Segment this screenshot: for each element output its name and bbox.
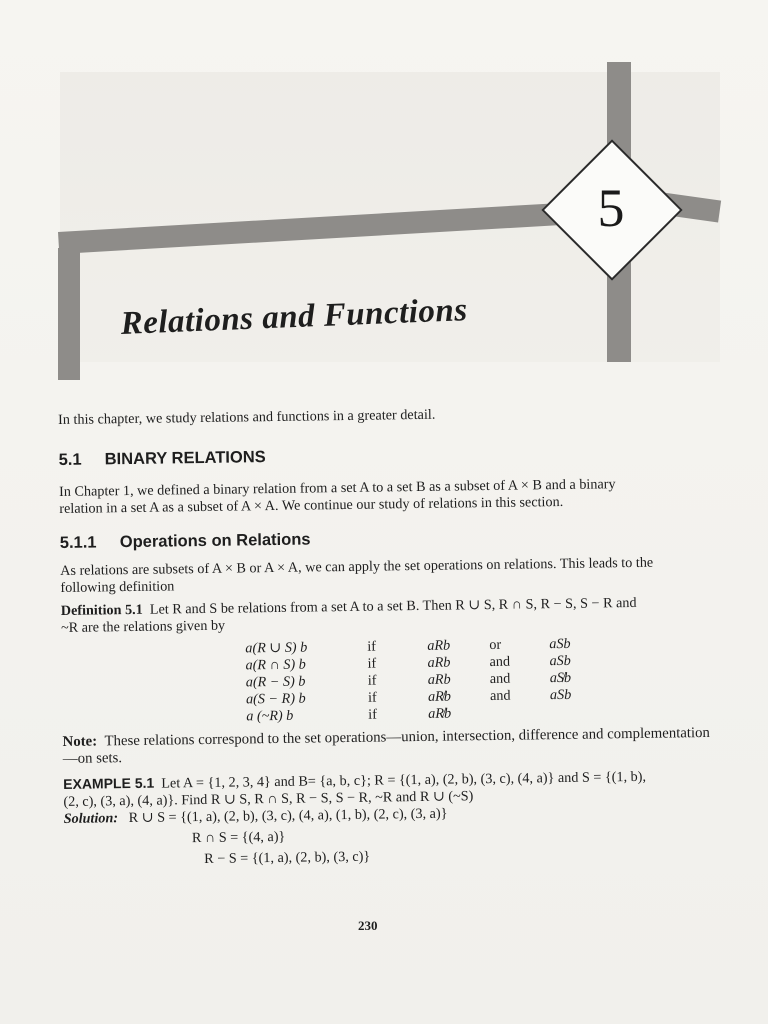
page-body xyxy=(58,403,736,870)
relation-if: if xyxy=(367,689,377,706)
subsection-paragraph-line: following definition xyxy=(60,578,175,596)
relation-lhs: a(R − S) b xyxy=(245,673,306,691)
relation-if: if xyxy=(367,655,377,672)
relation-lhs: a(R ∩ S) b xyxy=(245,656,306,674)
relation-if: if xyxy=(367,638,377,655)
definition-line-2: ~R are the relations given by xyxy=(60,617,226,636)
section-number: 5.1 xyxy=(58,450,82,469)
relation-conj: and xyxy=(489,653,511,670)
solution-intersection: R ∩ S = {(4, a)} xyxy=(191,828,286,847)
section-heading xyxy=(59,442,731,470)
note-paragraph xyxy=(62,725,722,768)
example-line-2: (2, c), (3, a), (4, a)}. Find R ∪ S, R ∩ S, R − S, S − R, ~R and R ∪ (~S) xyxy=(63,788,474,810)
relation-lhs: a(R ∪ S) b xyxy=(245,639,308,657)
relation-conj: and xyxy=(489,670,511,687)
relation-r2 xyxy=(550,703,610,721)
relations-table xyxy=(245,635,610,725)
relation-r1: aR̸b xyxy=(427,688,451,705)
relation-conj: or xyxy=(489,636,502,654)
relation-lhs: a(S − R) b xyxy=(245,690,306,708)
page-number: 230 xyxy=(358,918,378,933)
subsection-number: 5.1.1 xyxy=(59,533,97,552)
solution-union: R ∪ S = {(1, a), (2, b), (3, c), (4, a), (1, b), (2, c), (3, a)} xyxy=(128,805,448,827)
definition-label: Definition 5.1 xyxy=(60,601,143,619)
subsection-heading xyxy=(60,525,732,553)
relation-if: if xyxy=(367,672,377,689)
relation-r2: aSb xyxy=(549,686,572,704)
relation-r2: aSb xyxy=(549,652,571,670)
section-paragraph-line: In Chapter 1, we defined a binary relation from a set A to a set B as a subset of A × B and a binary xyxy=(59,476,616,500)
chapter-number: 5 xyxy=(597,178,625,238)
intro-paragraph: In this chapter, we study relations and functions in a greater detail. xyxy=(58,406,436,428)
subsection-paragraph-line: As relations are subsets of A × B or A × A, we can apply the set operations on relations. This leads to the xyxy=(60,554,654,579)
solution-label: Solution: xyxy=(63,810,119,827)
relation-r2: aSb xyxy=(549,635,571,653)
relation-r2: aS̸b xyxy=(549,669,572,687)
section-title: BINARY RELATIONS xyxy=(104,448,266,469)
relation-if: if xyxy=(368,706,378,723)
example-text: Let A = {1, 2, 3, 4} and B= {a, b, c}; R = {(1, a), (2, b), (3, c), (4, a)} and S = {(1, b), xyxy=(161,768,647,792)
relation-conj xyxy=(490,704,550,722)
relation-lhs: a (~R) b xyxy=(246,707,294,725)
subsection-title: Operations on Relations xyxy=(119,530,311,552)
relation-conj: and xyxy=(489,687,511,704)
section-paragraph-line: relation in a set A as a subset of A × A. We continue our study of relations in this section. xyxy=(59,493,564,517)
relation-r1: aRb xyxy=(427,637,451,654)
relation-r1: aRb xyxy=(427,671,451,688)
relation-r1: aR̸b xyxy=(428,705,452,722)
chapter-title: Relations and Functions xyxy=(120,292,469,342)
banner-vertical-bar-left xyxy=(58,248,80,380)
example-label: EXAMPLE 5.1 xyxy=(63,774,155,792)
relation-r1: aRb xyxy=(427,654,451,671)
note-label: Note: xyxy=(62,733,98,750)
definition-text: Let R and S be relations from a set A to a set B. Then R ∪ S, R ∩ S, R − S, S − R and xyxy=(149,594,637,618)
solution-difference: R − S = {(1, a), (2, b), (3, c)} xyxy=(204,848,371,868)
note-text: These relations correspond to the set operations—union, intersection, difference and complementation—on sets. xyxy=(62,724,710,767)
